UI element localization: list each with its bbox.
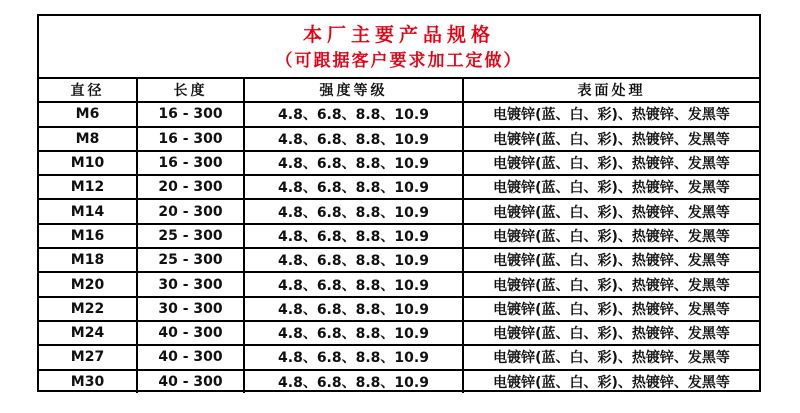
cell-diameter: M30: [39, 370, 137, 393]
table-row: [39, 127, 759, 151]
header-surface-treatment: 表面处理: [463, 78, 759, 102]
cell-surface-treatment: 电镀锌(蓝、白、彩)、热镀锌、发黑等: [463, 102, 759, 126]
cell-diameter: M8: [39, 127, 137, 151]
cell-length: 30 - 300: [137, 297, 244, 321]
cell-surface-treatment: 电镀锌(蓝、白、彩)、热镀锌、发黑等: [463, 297, 759, 321]
cell-length: 20 - 300: [137, 199, 244, 223]
cell-strength-grade: 4.8、6.8、8.8、10.9: [244, 272, 463, 296]
spec-table-frame: [37, 14, 761, 392]
table-row: [39, 248, 759, 272]
cell-diameter: M27: [39, 345, 137, 369]
cell-strength-grade: 4.8、6.8、8.8、10.9: [244, 175, 463, 199]
cell-surface-treatment: 电镀锌(蓝、白、彩)、热镀锌、发黑等: [463, 345, 759, 369]
cell-strength-grade: 4.8、6.8、8.8、10.9: [244, 370, 463, 393]
cell-length: 16 - 300: [137, 151, 244, 175]
cell-length: 25 - 300: [137, 224, 244, 248]
cell-surface-treatment: 电镀锌(蓝、白、彩)、热镀锌、发黑等: [463, 175, 759, 199]
cell-diameter: M24: [39, 321, 137, 345]
header-length: 长度: [137, 78, 244, 102]
cell-strength-grade: 4.8、6.8、8.8、10.9: [244, 321, 463, 345]
table-row: [39, 297, 759, 321]
cell-surface-treatment: 电镀锌(蓝、白、彩)、热镀锌、发黑等: [463, 127, 759, 151]
table-row: [39, 272, 759, 296]
table-row: [39, 102, 759, 126]
title-block: [39, 16, 759, 77]
cell-surface-treatment: 电镀锌(蓝、白、彩)、热镀锌、发黑等: [463, 151, 759, 175]
cell-surface-treatment: 电镀锌(蓝、白、彩)、热镀锌、发黑等: [463, 224, 759, 248]
table-row: [39, 199, 759, 223]
table-row: [39, 224, 759, 248]
header-diameter: 直径: [39, 78, 137, 102]
cell-diameter: M18: [39, 248, 137, 272]
cell-length: 16 - 300: [137, 102, 244, 126]
cell-diameter: M12: [39, 175, 137, 199]
cell-diameter: M14: [39, 199, 137, 223]
table-subtitle: （可跟据客户要求加工定做）: [275, 51, 523, 71]
cell-strength-grade: 4.8、6.8、8.8、10.9: [244, 224, 463, 248]
cell-surface-treatment: 电镀锌(蓝、白、彩)、热镀锌、发黑等: [463, 321, 759, 345]
cell-length: 40 - 300: [137, 370, 244, 393]
cell-strength-grade: 4.8、6.8、8.8、10.9: [244, 248, 463, 272]
cell-length: 40 - 300: [137, 345, 244, 369]
table-row: [39, 175, 759, 199]
spec-table: [39, 77, 759, 393]
cell-strength-grade: 4.8、6.8、8.8、10.9: [244, 345, 463, 369]
cell-length: 30 - 300: [137, 272, 244, 296]
cell-surface-treatment: 电镀锌(蓝、白、彩)、热镀锌、发黑等: [463, 248, 759, 272]
cell-diameter: M6: [39, 102, 137, 126]
cell-diameter: M22: [39, 297, 137, 321]
table-row: [39, 151, 759, 175]
table-row: [39, 321, 759, 345]
cell-strength-grade: 4.8、6.8、8.8、10.9: [244, 297, 463, 321]
header-row: [39, 78, 759, 102]
cell-diameter: M20: [39, 272, 137, 296]
header-strength-grade: 强度等级: [244, 78, 463, 102]
table-title: 本厂主要产品规格: [302, 24, 495, 46]
cell-length: 40 - 300: [137, 321, 244, 345]
cell-length: 20 - 300: [137, 175, 244, 199]
cell-strength-grade: 4.8、6.8、8.8、10.9: [244, 102, 463, 126]
cell-surface-treatment: 电镀锌(蓝、白、彩)、热镀锌、发黑等: [463, 272, 759, 296]
table-row: [39, 370, 759, 393]
cell-surface-treatment: 电镀锌(蓝、白、彩)、热镀锌、发黑等: [463, 199, 759, 223]
cell-length: 25 - 300: [137, 248, 244, 272]
table-row: [39, 345, 759, 369]
cell-length: 16 - 300: [137, 127, 244, 151]
cell-surface-treatment: 电镀锌(蓝、白、彩)、热镀锌、发黑等: [463, 370, 759, 393]
cell-strength-grade: 4.8、6.8、8.8、10.9: [244, 127, 463, 151]
cell-diameter: M16: [39, 224, 137, 248]
cell-strength-grade: 4.8、6.8、8.8、10.9: [244, 199, 463, 223]
cell-diameter: M10: [39, 151, 137, 175]
cell-strength-grade: 4.8、6.8、8.8、10.9: [244, 151, 463, 175]
